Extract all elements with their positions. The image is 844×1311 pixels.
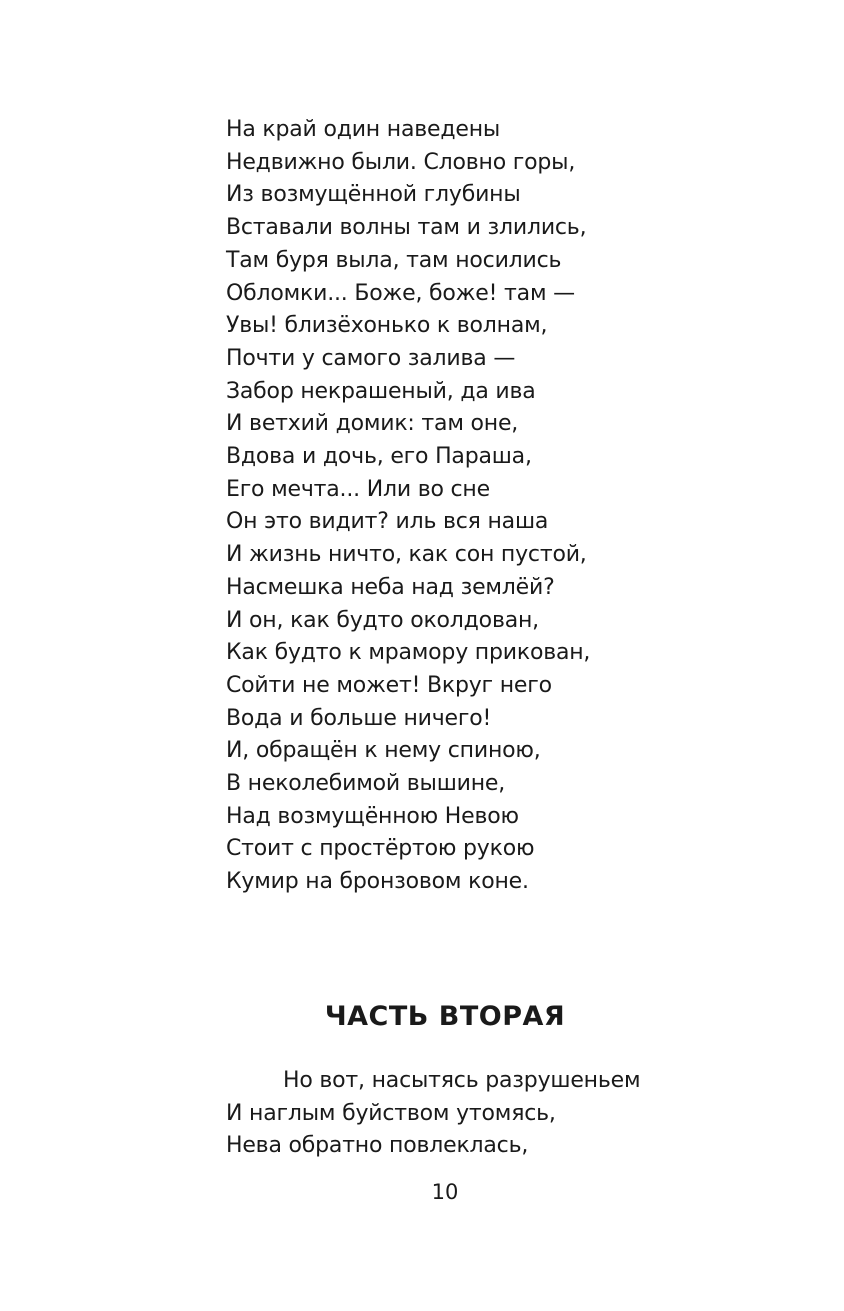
poem-line: И жизнь ничто, как сон пустой, (226, 542, 587, 568)
poem-line: Над возмущённою Невою (226, 803, 519, 829)
poem-line: Как будто к мрамору прикован, (226, 640, 591, 666)
poem-line: Там буря выла, там носились (226, 247, 562, 273)
poem-line: В неколебимой вышине, (226, 771, 506, 797)
poem-line: Но вот, насытясь разрушеньем (283, 1068, 641, 1093)
poem-line: Недвижно были. Словно горы, (226, 149, 576, 175)
section-heading: ЧАСТЬ ВТОРАЯ (324, 1001, 566, 1032)
poem-stanza-1 (226, 114, 590, 899)
poem-line: Вода и больше ничего! (226, 705, 492, 731)
poem-line: Он это видит? иль вся наша (226, 509, 549, 535)
poem-line: Вдова и дочь, его Параша, (226, 444, 532, 470)
poem-line: Почти у самого залива — (226, 345, 516, 371)
poem-line: И, обращён к нему спиною, (226, 738, 541, 764)
poem-line: Сойти не может! Вкруг него (226, 672, 552, 698)
poem-line: На край один наведены (226, 117, 501, 142)
poem-line: И наглым буйством утомясь, (226, 1100, 556, 1126)
poem-line: Стоит с простёртою рукою (226, 836, 535, 862)
page-number: 10 (431, 1180, 459, 1204)
poem-line: И он, как будто околдован, (226, 607, 539, 633)
poem-line: Насмешка неба над землёй? (226, 574, 555, 600)
poem-line: Нева обратно повлеклась, (226, 1133, 529, 1159)
poem-line: Обломки... Боже, боже! там — (226, 280, 575, 306)
poem-line: Кумир на бронзовом коне. (226, 869, 529, 895)
poem-line: И ветхий домик: там оне, (226, 411, 519, 437)
poem-line: Увы! близёхонько к волнам, (226, 313, 548, 339)
poem-line: Вставали волны там и злились, (226, 215, 587, 241)
poem-line: Из возмущённой глубины (226, 182, 521, 208)
poem-line: Забор некрашеный, да ива (226, 378, 536, 404)
poem-line: Его мечта... Или во сне (226, 476, 490, 502)
poem-stanza-2 (226, 1065, 640, 1163)
